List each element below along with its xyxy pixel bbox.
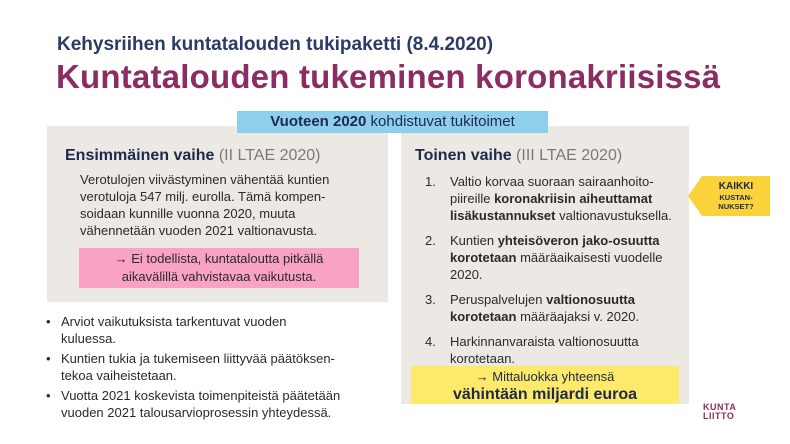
- list-item: 4. Harkinnanvaraista valtionosuutta korotetaan.: [425, 334, 639, 366]
- first-phase-heading-main: Ensimmäinen vaihe: [65, 147, 215, 164]
- banner-bold: Vuoteen 2020: [270, 113, 367, 130]
- first-phase-heading-suffix: (II LTAE 2020): [214, 147, 321, 164]
- list-item: • Kuntien tukia ja tukemiseen liittyvää päätöksen- tekoa vaiheistetaan.: [44, 350, 394, 384]
- kuntaliitto-logo: [703, 403, 749, 421]
- first-phase-paragraph: [80, 171, 329, 239]
- bullet-list-container: [44, 313, 394, 424]
- note-line: aikavälillä vahvistavaa vaikutusta.: [121, 269, 317, 284]
- all-costs-badge: [688, 176, 770, 216]
- note-line: → Ei todellista, kuntataloutta pitkällä: [114, 251, 324, 266]
- logo-line: KUNTA: [703, 402, 737, 412]
- second-phase-steps: [425, 173, 687, 375]
- bullet-list: [44, 313, 394, 421]
- second-phase-heading-main: Toinen vaihe: [415, 147, 512, 164]
- callout-line: → Mittaluokka yhteensä: [475, 369, 615, 384]
- total-callout: [411, 366, 679, 404]
- paragraph-line: vähennetään vuoden 2021 valtionavusta.: [80, 223, 318, 238]
- badge-subline: KUSTAN- NUKSET?: [718, 193, 754, 211]
- list-item: • Arviot vaikutuksista tarkentuvat vuoden kuluessa.: [44, 313, 394, 347]
- banner-rest: kohdistuvat tukitoimet: [366, 113, 515, 130]
- second-phase-heading-suffix: (III LTAE 2020): [511, 147, 623, 164]
- first-phase-note: [79, 248, 359, 288]
- callout-amount: vähintään miljardi euroa: [452, 386, 638, 403]
- slide-title: Kuntatalouden tukeminen koronakriisissä: [56, 58, 721, 95]
- first-phase-heading: [65, 147, 321, 165]
- step-list: [425, 173, 687, 367]
- second-phase-heading: [415, 147, 622, 165]
- slide-subtitle: Kehysriihen kuntatalouden tukipaketti (8.4.2020): [57, 34, 494, 55]
- second-phase-box: [401, 126, 689, 404]
- paragraph-line: soidaan kunnille vuonna 2020, muuta: [80, 206, 296, 221]
- badge-line: KAIKKI: [718, 181, 754, 192]
- list-item: 1. Valtio korvaa suoraan sairaanhoito- piireille koronakriisin aiheuttamat lisäkustannukset valtionavustuksella.: [425, 174, 672, 223]
- list-item: • Vuotta 2021 koskevista toimenpiteistä päätetään vuoden 2021 talousarvioprosessin yhteydessä.: [44, 387, 394, 421]
- year-banner: [237, 111, 548, 133]
- logo-line: LIITTO: [703, 411, 735, 421]
- paragraph-line: verotuloja 547 milj. eurolla. Tämä kompen-: [80, 189, 326, 204]
- list-item: 2. Kuntien yhteisöveron jako-osuutta korotetaan määräaikaisesti vuodelle 2020.: [425, 233, 663, 282]
- paragraph-line: Verotulojen viivästyminen vähentää kuntien: [80, 172, 330, 187]
- list-item: 3. Peruspalvelujen valtionosuutta korotetaan määräajaksi v. 2020.: [425, 292, 640, 324]
